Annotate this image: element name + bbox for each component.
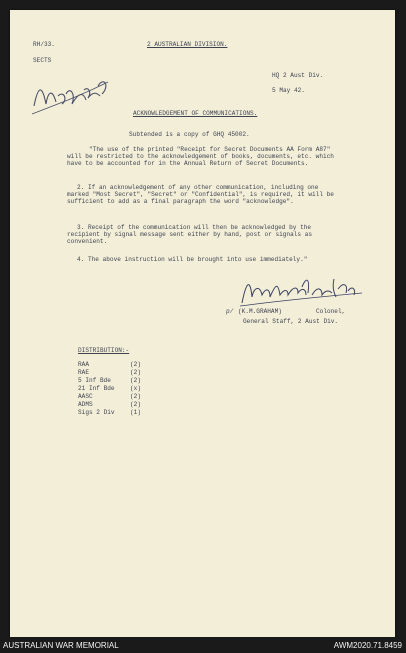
paragraph-1: "The use of the printed "Receipt for Secret Documents AA Form A87" will be restricted to the acknowledgement of books, documents, etc. which have to be accounted for in the Annual Return of Secret Documents. — [67, 146, 334, 167]
headquarters-line: HQ 2 Aust Div. — [272, 72, 324, 79]
handwritten-margin-note — [28, 66, 114, 122]
institution-name: AUSTRALIAN WAR MEMORIAL — [3, 641, 119, 650]
reference-number: RH/33. — [33, 41, 55, 48]
division-heading: 2 AUSTRALIAN DIVISION. — [147, 41, 228, 48]
per-procurationem: p/ — [226, 308, 234, 315]
signatory-appointment: General Staff, 2 Aust Div. — [243, 318, 339, 325]
intro-line: Subtended is a copy of GHQ 45002. — [129, 131, 250, 138]
accession-number: AWM2020.71.8459 — [333, 641, 402, 650]
secret-mark: SECTS — [33, 57, 52, 64]
signatory-name: (K.M.GRAHAM) — [238, 308, 282, 315]
archive-footer — [0, 637, 406, 653]
handwritten-signature — [238, 273, 368, 309]
document-title: ACKNOWLEDGEMENT OF COMMUNICATIONS. — [133, 110, 258, 117]
signatory-rank: Colonel, — [316, 308, 346, 315]
distribution-list: RAA (2) RAE (2) 5 Inf Bde (2) 21 Inf Bde (x) AASC (2) ADMS (2) Sigs 2 Div (1) — [78, 361, 141, 416]
distribution-heading: DISTRIBUTION:- — [78, 347, 130, 354]
paragraph-2: 2. If an acknowledgement of any other communication, including one marked "Most Secret", "Secret" or "Confidential", is required, it will be sufficient to add as a final paragraph the word "acknowledge". — [67, 184, 334, 205]
paragraph-3: 3. Receipt of the communication will then be acknowledged by the recipient by signal message sent either by hand, post or signals as convenient. — [67, 224, 313, 245]
document-date: 5 May 42. — [272, 87, 305, 94]
paragraph-4: 4. The above instruction will be brought into use immediately." — [77, 256, 308, 263]
document-page — [10, 10, 395, 637]
